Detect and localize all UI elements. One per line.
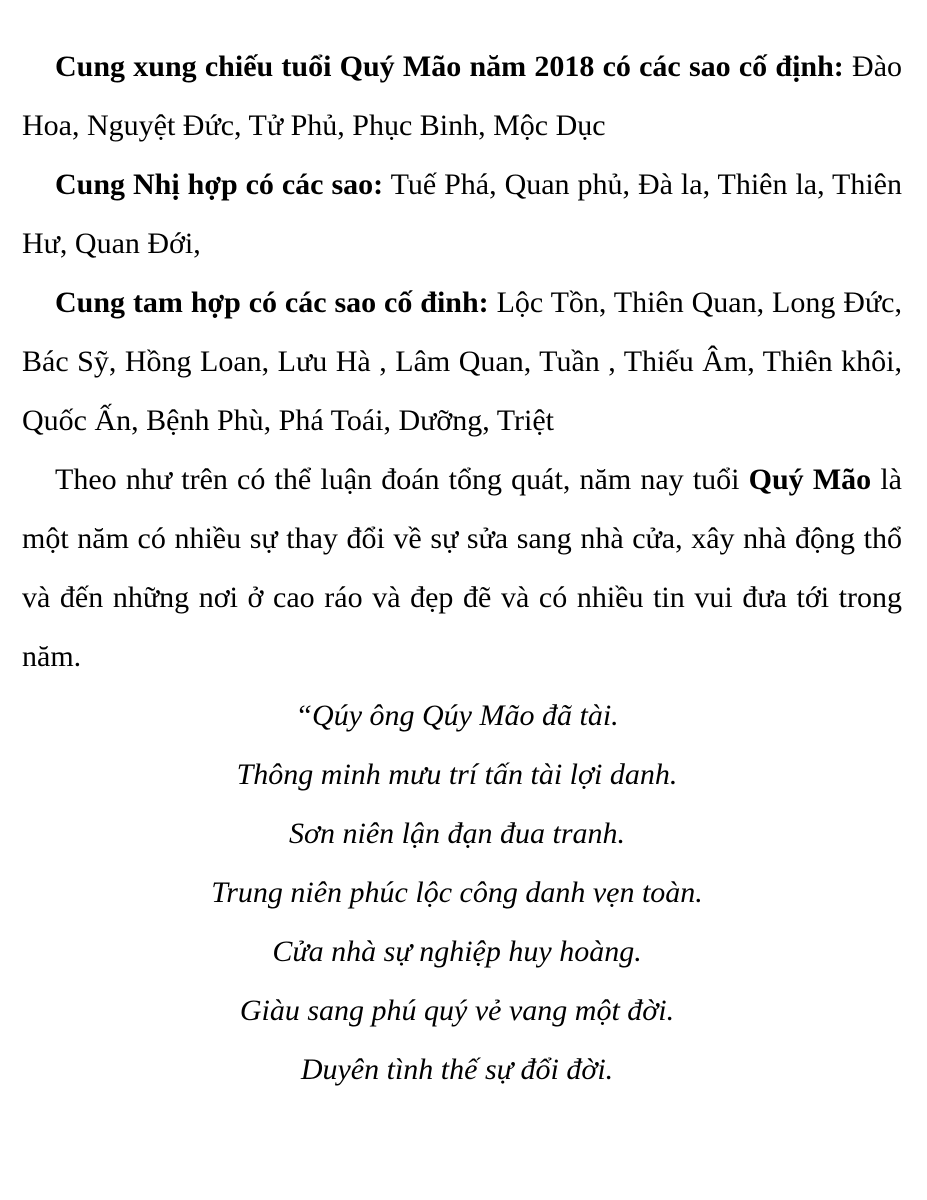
paragraph-nhi-hop <box>22 155 902 273</box>
paragraph-lead: Cung xung chiếu tuổi Quý Mão năm 2018 có các sao cố định: <box>55 50 844 83</box>
paragraph-text: Đào Hoa, Nguyệt Đức, Tử Phủ, Phục Binh, Mộc Dục <box>22 50 903 142</box>
poem-line: Giàu sang phú quý vẻ vang một đời. <box>239 994 675 1027</box>
document-page <box>22 37 902 1099</box>
paragraph-text: là một năm có nhiều sự thay đổi về sự sửa sang nhà cửa, xây nhà động thổ và đến những nơi ở cao ráo và đẹp đẽ và có nhiều tin vui đưa tới trong năm. <box>22 463 902 673</box>
poem-line: Thông minh mưu trí tấn tài lợi danh. <box>236 758 678 791</box>
paragraph-text: Theo như trên có thể luận đoán tổng quát, năm nay tuổi <box>55 463 749 496</box>
poem-line: Sơn niên lận đạn đua tranh. <box>288 817 625 850</box>
paragraph-luan-doan <box>22 450 902 686</box>
poem <box>22 686 902 1099</box>
poem-line: Trung niên phúc lộc công danh vẹn toàn. <box>211 876 703 909</box>
paragraph-text: Lộc Tồn, Thiên Quan, Long Đức, Bác Sỹ, Hồng Loan, Lưu Hà , Lâm Quan, Tuần , Thiếu Âm, Thiên khôi, Quốc Ấn, Bệnh Phù, Phá Toái, Dưỡng, Triệt <box>22 286 902 437</box>
poem-line: Duyên tình thế sự đổi đời. <box>300 1053 614 1086</box>
poem-line: “Qúy ông Qúy Mão đã tài. <box>295 699 619 732</box>
paragraph-lead: Cung Nhị hợp có các sao: <box>55 168 384 201</box>
paragraph-xung-chieu <box>22 37 902 155</box>
paragraph-tam-hop <box>22 273 902 450</box>
poem-line: Cửa nhà sự nghiệp huy hoàng. <box>272 935 642 968</box>
paragraph-text: Tuế Phá, Quan phủ, Đà la, Thiên la, Thiên Hư, Quan Đới, <box>22 168 902 260</box>
paragraph-lead: Cung tam hợp có các sao cố đinh: <box>55 286 489 319</box>
paragraph-emphasis: Quý Mão <box>748 463 872 496</box>
